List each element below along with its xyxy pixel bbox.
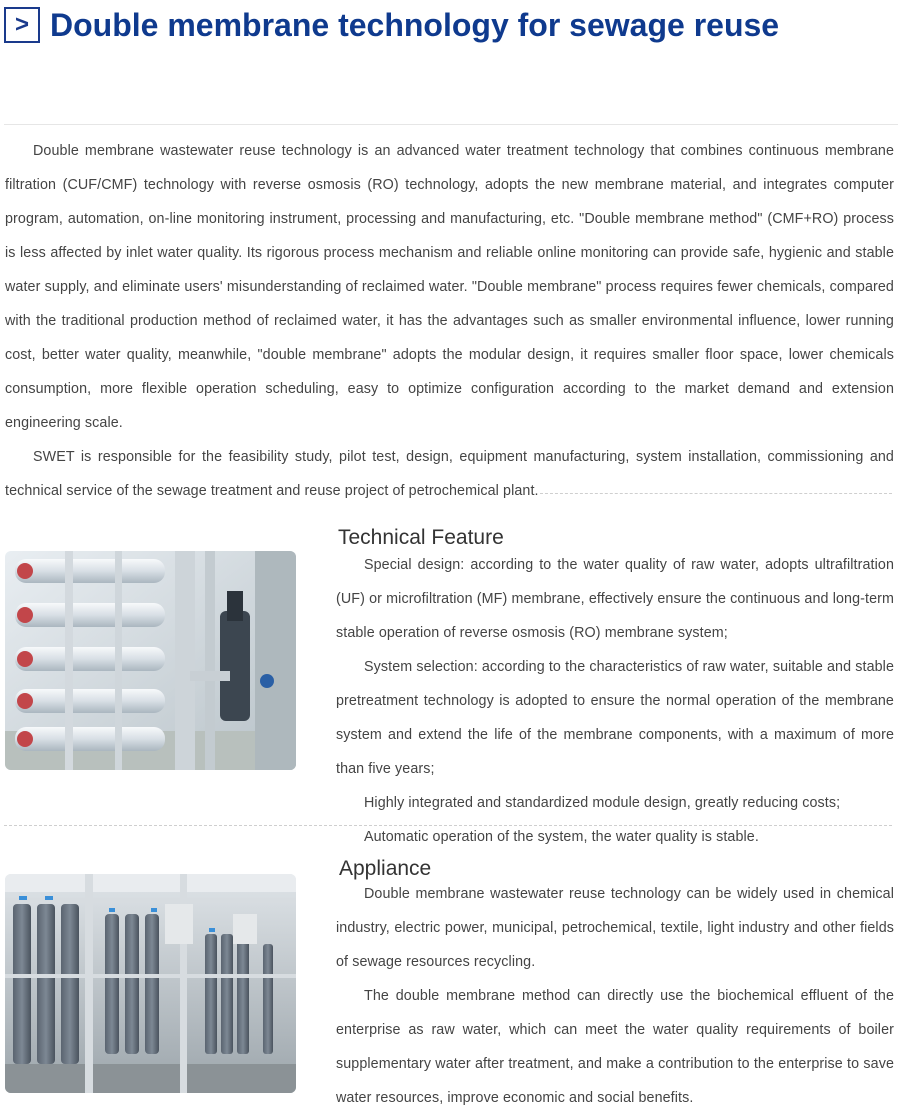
appliance-body xyxy=(336,877,894,1115)
appliance-paragraph: Double membrane wastewater reuse technology can be widely used in chemical industry, electric power, municipal, petrochemical, textile, light industry and other fields of sewage resources recycling. xyxy=(336,886,894,970)
filtration-plant-image xyxy=(5,874,296,1093)
intro-paragraph: Double membrane wastewater reuse technology is an advanced water treatment technology that combines continuous membrane filtration (CUF/CMF) technology with reverse osmosis (RO) technology, adopts the new membrane material, and integrates computer program, automation, on-line monitoring instrument, processing and manufacturing, etc. "Double membrane method" (CMF+RO) process is less affected by inlet water quality. Its rigorous process mechanism and reliable online monitoring can provide safe, hygienic and stable water supply, and eliminate users' misunderstanding of reclaimed water. "Double membrane" process requires fewer chemicals, compared with the traditional production method of reclaimed water, it has the advantages such as smaller environmental influence, lower running cost, better water quality, meanwhile, "double membrane" adopts the modular design, it requires smaller floor space, lower chemicals consumption, more flexible operation scheduling, easy to optimize configuration according to the market demand and extension engineering scale. xyxy=(5,143,894,431)
page-title: Double membrane technology for sewage reuse xyxy=(50,6,780,43)
intro-paragraph: SWET is responsible for the feasibility study, pilot test, design, equipment manufacturing, system installation, commissioning and technical service of the sewage treatment and reuse project of petrochemical plant. xyxy=(5,449,894,499)
appliance-photo xyxy=(5,874,296,1093)
membrane-system-photo xyxy=(5,551,296,770)
membrane-equipment-image xyxy=(5,551,296,770)
feature-paragraph: Special design: according to the water quality of raw water, adopts ultrafiltration (UF) or microfiltration (MF) membrane, effectively ensure the continuous and long-term stable operation of reverse osmosis (RO) membrane system; xyxy=(336,557,894,641)
divider xyxy=(540,493,892,494)
divider xyxy=(4,825,892,826)
appliance-paragraph: The double membrane method can directly use the biochemical effluent of the enterprise as raw water, which can meet the water quality requirements of boiler supplementary water after treatment, and make a contribution to the enterprise to save water resources, improve economic and social benefits. xyxy=(336,988,894,1106)
feature-paragraph: Automatic operation of the system, the water quality is stable. xyxy=(364,829,759,845)
intro-section xyxy=(5,134,894,508)
divider xyxy=(4,124,898,125)
technical-feature-body xyxy=(336,548,894,854)
page-header xyxy=(4,4,779,46)
appliance-heading: Appliance xyxy=(339,857,432,880)
chevron-right-icon: > xyxy=(4,7,40,43)
feature-paragraph: System selection: according to the characteristics of raw water, suitable and stable pretreatment technology is adopted to ensure the normal operation of the membrane system and extend the life of the membrane components, with a maximum of more than five years; xyxy=(336,659,894,777)
technical-feature-heading: Technical Feature xyxy=(338,526,504,549)
feature-paragraph: Highly integrated and standardized module design, greatly reducing costs; xyxy=(364,795,841,811)
